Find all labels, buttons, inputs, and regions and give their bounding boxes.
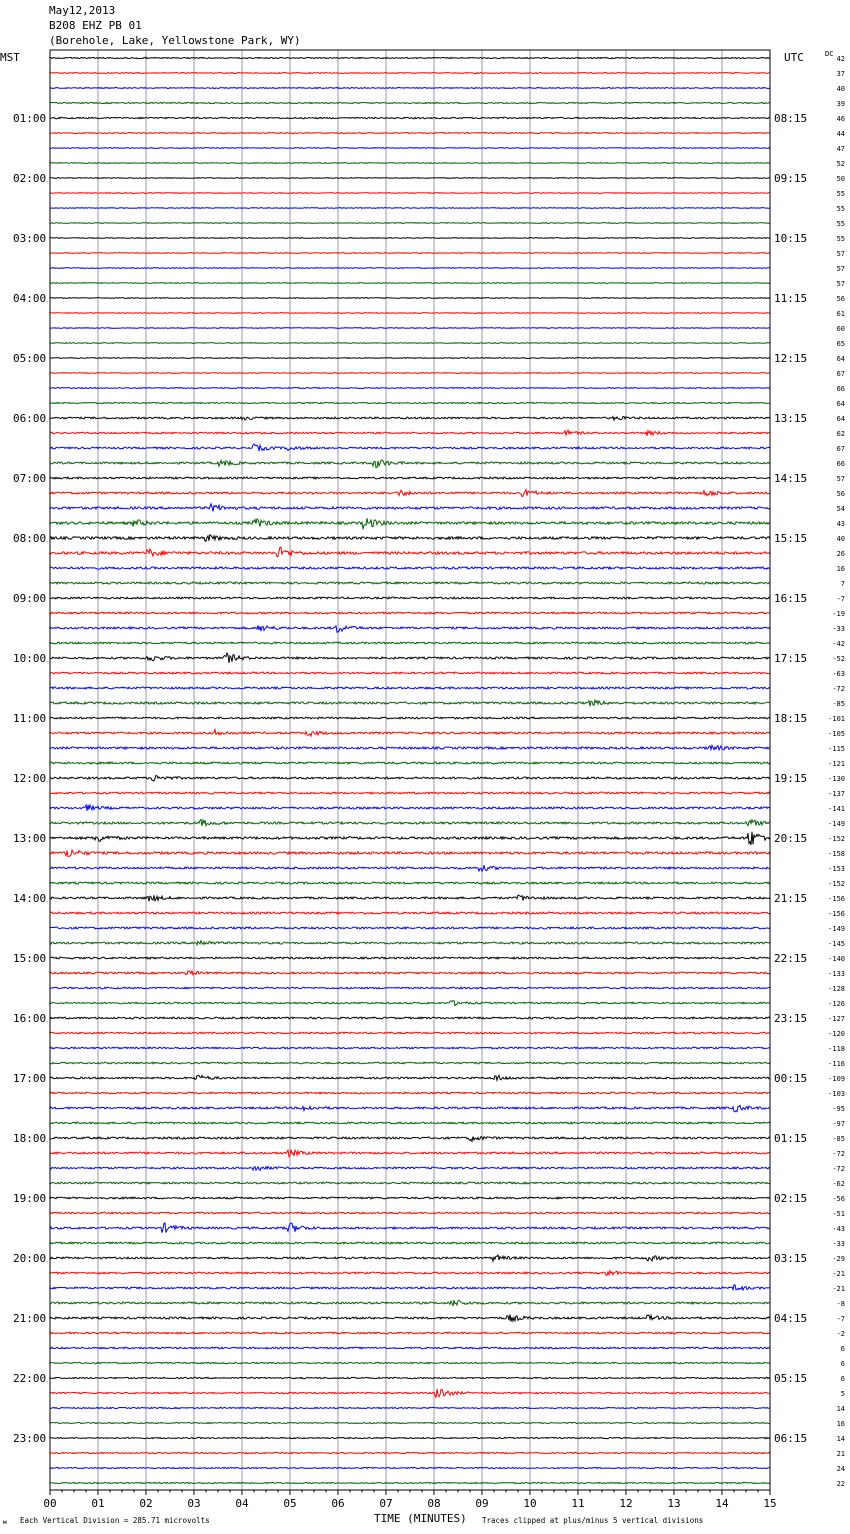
trace-row bbox=[50, 730, 770, 737]
trace-row bbox=[50, 792, 770, 794]
x-tick-label: 04 bbox=[235, 1497, 249, 1510]
trace-row bbox=[50, 567, 770, 569]
dc-offset-value: 46 bbox=[836, 115, 845, 123]
trace-row bbox=[50, 402, 770, 403]
dc-offset-labels bbox=[828, 55, 845, 1488]
dc-offset-value: 52 bbox=[836, 160, 845, 168]
dc-offset-value: -29 bbox=[832, 1255, 845, 1263]
trace-row bbox=[50, 477, 770, 479]
trace-row bbox=[50, 313, 770, 314]
hour-label-mst: 18:00 bbox=[13, 1132, 47, 1145]
dc-offset-value: 66 bbox=[836, 385, 845, 393]
dc-offset-value: -103 bbox=[828, 1090, 845, 1098]
x-tick-label: 15 bbox=[763, 1497, 777, 1510]
hour-label-mst: 02:00 bbox=[13, 172, 47, 185]
x-tick-label: 13 bbox=[667, 1497, 681, 1510]
hour-label-mst: 08:00 bbox=[13, 532, 47, 545]
hour-label-mst: 19:00 bbox=[13, 1192, 47, 1205]
dc-offset-value: -127 bbox=[828, 1015, 845, 1023]
trace-row bbox=[50, 163, 770, 164]
dc-offset-value: -153 bbox=[828, 865, 845, 873]
hour-label-utc: 13:15 bbox=[774, 412, 808, 425]
dc-offset-value: -158 bbox=[828, 850, 845, 858]
trace-row bbox=[50, 444, 770, 451]
trace-row bbox=[50, 626, 770, 633]
hour-label-mst: 12:00 bbox=[13, 772, 47, 785]
hour-label-utc: 00:15 bbox=[774, 1072, 808, 1085]
dc-offset-value: 67 bbox=[836, 370, 845, 378]
dc-offset-value: 43 bbox=[836, 520, 845, 528]
trace-row bbox=[50, 700, 770, 706]
trace-row bbox=[50, 653, 770, 663]
trace-row bbox=[50, 927, 770, 929]
trace-row bbox=[50, 88, 770, 89]
dc-offset-value: 21 bbox=[836, 1450, 845, 1458]
dc-offset-value: -128 bbox=[828, 985, 845, 993]
dc-offset-value: 42 bbox=[836, 55, 845, 63]
hour-label-mst: 15:00 bbox=[13, 952, 47, 965]
trace-row bbox=[50, 1062, 770, 1064]
trace-row bbox=[50, 1452, 770, 1453]
dc-offset-value: -21 bbox=[832, 1270, 845, 1278]
dc-offset-value: 16 bbox=[836, 1420, 845, 1428]
seismic-traces bbox=[50, 57, 770, 1483]
dc-offset-value: -118 bbox=[828, 1045, 845, 1053]
trace-row bbox=[50, 1377, 770, 1378]
x-tick-label: 03 bbox=[187, 1497, 201, 1510]
trace-row bbox=[50, 1212, 770, 1214]
trace-row bbox=[50, 238, 770, 239]
trace-row bbox=[50, 1032, 770, 1034]
dc-offset-value: -52 bbox=[832, 655, 845, 663]
dc-offset-value: 56 bbox=[836, 490, 845, 498]
dc-offset-value: 22 bbox=[836, 1480, 845, 1488]
x-tick-label: 08 bbox=[427, 1497, 441, 1510]
dc-offset-value: -56 bbox=[832, 1195, 845, 1203]
hour-label-utc: 09:15 bbox=[774, 172, 808, 185]
dc-offset-value: 56 bbox=[836, 295, 845, 303]
hour-label-mst: 16:00 bbox=[13, 1012, 47, 1025]
dc-offset-value: -101 bbox=[828, 715, 845, 723]
trace-row bbox=[50, 417, 770, 421]
dc-offset-value: -72 bbox=[832, 1150, 845, 1158]
dc-offset-value: -156 bbox=[828, 910, 845, 918]
trace-row bbox=[50, 1314, 770, 1321]
trace-row bbox=[50, 987, 770, 989]
hour-label-utc: 03:15 bbox=[774, 1252, 808, 1265]
trace-row bbox=[50, 430, 770, 436]
dc-offset-value: 55 bbox=[836, 190, 845, 198]
trace-row bbox=[50, 1075, 770, 1080]
dc-offset-value: 6 bbox=[840, 1375, 845, 1383]
dc-offset-value: 26 bbox=[836, 550, 845, 558]
dc-offset-value: -95 bbox=[832, 1105, 845, 1113]
trace-row bbox=[50, 328, 770, 329]
dc-offset-value: 64 bbox=[836, 355, 845, 363]
dc-offset-value: 65 bbox=[836, 340, 845, 348]
trace-row bbox=[50, 193, 770, 194]
trace-row bbox=[50, 1166, 770, 1170]
dc-offset-value: -97 bbox=[832, 1120, 845, 1128]
dc-offset-value: 54 bbox=[836, 505, 845, 513]
dc-offset-value: 47 bbox=[836, 145, 845, 153]
trace-row bbox=[50, 1332, 770, 1334]
dc-offset-value: 55 bbox=[836, 220, 845, 228]
trace-row bbox=[50, 518, 770, 529]
trace-row bbox=[50, 268, 770, 269]
hour-label-mst: 23:00 bbox=[13, 1432, 47, 1445]
hour-label-utc: 02:15 bbox=[774, 1192, 808, 1205]
hour-label-mst: 17:00 bbox=[13, 1072, 47, 1085]
trace-row bbox=[50, 832, 770, 845]
dc-offset-value: 66 bbox=[836, 460, 845, 468]
trace-row bbox=[50, 687, 770, 689]
hour-label-utc: 19:15 bbox=[774, 772, 808, 785]
dc-offset-value: 55 bbox=[836, 235, 845, 243]
x-tick-label: 12 bbox=[619, 1497, 633, 1510]
trace-row bbox=[50, 1300, 770, 1306]
trace-row bbox=[50, 865, 770, 871]
trace-row bbox=[50, 850, 770, 857]
hour-label-utc: 12:15 bbox=[774, 352, 808, 365]
dc-offset-value: -19 bbox=[832, 610, 845, 618]
dc-offset-value: 37 bbox=[836, 70, 845, 78]
dc-offset-value: -137 bbox=[828, 790, 845, 798]
right-time-labels bbox=[774, 112, 807, 1445]
trace-row bbox=[50, 762, 770, 764]
hour-label-utc: 16:15 bbox=[774, 592, 808, 605]
right-timezone-label: UTC bbox=[784, 51, 804, 64]
dc-offset-value: -62 bbox=[832, 1180, 845, 1188]
trace-row bbox=[50, 1242, 770, 1244]
trace-row bbox=[50, 373, 770, 374]
dc-offset-value: -33 bbox=[832, 1240, 845, 1248]
station-location: (Borehole, Lake, Yellowstone Park, WY) bbox=[49, 34, 301, 47]
trace-row bbox=[50, 490, 770, 497]
trace-row bbox=[50, 358, 770, 359]
dc-offset-value: -152 bbox=[828, 880, 845, 888]
dc-offset-value: 40 bbox=[836, 535, 845, 543]
dc-offset-value: -130 bbox=[828, 775, 845, 783]
trace-row bbox=[50, 535, 770, 542]
hour-label-utc: 05:15 bbox=[774, 1372, 808, 1385]
scale-note: Each Vertical Division = 285.71 microvolts bbox=[20, 1516, 210, 1525]
dc-offset-value: -7 bbox=[836, 595, 845, 603]
dc-offset-value: 16 bbox=[836, 565, 845, 573]
dc-offset-value: -7 bbox=[836, 1315, 845, 1323]
trace-row bbox=[50, 504, 770, 512]
dc-offset-value: 39 bbox=[836, 100, 845, 108]
dc-offset-value: -149 bbox=[828, 820, 845, 828]
hour-label-utc: 10:15 bbox=[774, 232, 808, 245]
trace-row bbox=[50, 1285, 770, 1290]
dc-offset-value: -2 bbox=[836, 1330, 845, 1338]
dc-offset-value: -140 bbox=[828, 955, 845, 963]
trace-row bbox=[50, 1271, 770, 1276]
hour-label-mst: 22:00 bbox=[13, 1372, 47, 1385]
trace-row bbox=[50, 597, 770, 599]
trace-row bbox=[50, 1150, 770, 1157]
dc-offset-value: 14 bbox=[836, 1435, 845, 1443]
trace-row bbox=[50, 1122, 770, 1124]
x-tick-label: 01 bbox=[91, 1497, 105, 1510]
trace-row bbox=[50, 1001, 770, 1006]
trace-row bbox=[50, 208, 770, 209]
hour-label-utc: 20:15 bbox=[774, 832, 808, 845]
hour-label-mst: 01:00 bbox=[13, 112, 47, 125]
x-tick-label: 02 bbox=[139, 1497, 153, 1510]
dc-offset-value: -33 bbox=[832, 625, 845, 633]
trace-row bbox=[50, 895, 770, 901]
dc-offset-value: 5 bbox=[840, 1390, 845, 1398]
dc-offset-value: -126 bbox=[828, 1000, 845, 1008]
trace-row bbox=[50, 941, 770, 945]
trace-row bbox=[50, 148, 770, 149]
trace-row bbox=[50, 253, 770, 254]
trace-row bbox=[50, 1255, 770, 1261]
trace-row bbox=[50, 1197, 770, 1199]
hour-label-utc: 11:15 bbox=[774, 292, 808, 305]
hour-label-mst: 03:00 bbox=[13, 232, 47, 245]
trace-row bbox=[50, 1407, 770, 1408]
x-tick-label: 00 bbox=[43, 1497, 57, 1510]
x-tick-label: 14 bbox=[715, 1497, 729, 1510]
hour-label-mst: 09:00 bbox=[13, 592, 47, 605]
dc-offset-value: 7 bbox=[840, 580, 845, 588]
dc-offset-value: 55 bbox=[836, 205, 845, 213]
hour-label-mst: 04:00 bbox=[13, 292, 47, 305]
dc-offset-value: -51 bbox=[832, 1210, 845, 1218]
helicorder-date: May12,2013 bbox=[49, 4, 116, 17]
dc-offset-value: 50 bbox=[836, 175, 845, 183]
trace-row bbox=[50, 298, 770, 299]
trace-row bbox=[50, 1422, 770, 1423]
trace-row bbox=[50, 820, 770, 826]
x-axis-ticks bbox=[43, 1490, 776, 1510]
dc-offset-value: 40 bbox=[836, 85, 845, 93]
trace-row bbox=[50, 776, 770, 782]
hour-label-mst: 21:00 bbox=[13, 1312, 47, 1325]
trace-row bbox=[50, 178, 770, 179]
hour-label-mst: 06:00 bbox=[13, 412, 47, 425]
corner-mark: м bbox=[3, 1519, 7, 1526]
dc-offset-value: 61 bbox=[836, 310, 845, 318]
left-timezone-label: MST bbox=[0, 51, 20, 64]
trace-row bbox=[50, 1223, 770, 1233]
trace-row bbox=[50, 1137, 770, 1142]
trace-row bbox=[50, 1347, 770, 1349]
trace-row bbox=[50, 672, 770, 674]
hour-label-utc: 01:15 bbox=[774, 1132, 808, 1145]
dc-offset-value: -145 bbox=[828, 940, 845, 948]
trace-row bbox=[50, 957, 770, 959]
hour-label-utc: 22:15 bbox=[774, 952, 808, 965]
trace-row bbox=[50, 1106, 770, 1112]
dc-offset-value: 64 bbox=[836, 400, 845, 408]
dc-offset-value: 6 bbox=[840, 1360, 845, 1368]
trace-row bbox=[50, 612, 770, 614]
trace-row bbox=[50, 717, 770, 719]
hour-label-utc: 04:15 bbox=[774, 1312, 808, 1325]
dc-offset-value: -116 bbox=[828, 1060, 845, 1068]
hour-label-mst: 11:00 bbox=[13, 712, 47, 725]
trace-row bbox=[50, 805, 770, 811]
trace-row bbox=[50, 73, 770, 74]
hour-label-utc: 17:15 bbox=[774, 652, 808, 665]
dc-offset-value: -109 bbox=[828, 1075, 845, 1083]
dc-offset-value: -72 bbox=[832, 685, 845, 693]
dc-offset-value: 57 bbox=[836, 475, 845, 483]
dc-offset-value: 57 bbox=[836, 250, 845, 258]
trace-row bbox=[50, 283, 770, 284]
dc-offset-value: 6 bbox=[840, 1345, 845, 1353]
hour-label-mst: 05:00 bbox=[13, 352, 47, 365]
trace-row bbox=[50, 1017, 770, 1019]
left-time-labels bbox=[13, 112, 46, 1445]
trace-row bbox=[50, 971, 770, 975]
trace-row bbox=[50, 223, 770, 224]
trace-row bbox=[50, 1092, 770, 1094]
dc-offset-value: -152 bbox=[828, 835, 845, 843]
dc-offset-value: -63 bbox=[832, 670, 845, 678]
dc-offset-value: 44 bbox=[836, 130, 845, 138]
dc-offset-value: -43 bbox=[832, 1225, 845, 1233]
trace-row bbox=[50, 882, 770, 884]
trace-row bbox=[50, 343, 770, 344]
trace-row bbox=[50, 1362, 770, 1363]
dc-offset-value: -42 bbox=[832, 640, 845, 648]
x-tick-label: 07 bbox=[379, 1497, 393, 1510]
dc-offset-value: -8 bbox=[836, 1300, 845, 1308]
x-tick-label: 11 bbox=[571, 1497, 585, 1510]
hour-label-utc: 06:15 bbox=[774, 1432, 808, 1445]
trace-row bbox=[50, 1437, 770, 1438]
x-tick-label: 05 bbox=[283, 1497, 297, 1510]
trace-row bbox=[50, 1182, 770, 1184]
trace-row bbox=[50, 1482, 770, 1483]
trace-row bbox=[50, 642, 770, 644]
hour-label-mst: 14:00 bbox=[13, 892, 47, 905]
hour-label-utc: 21:15 bbox=[774, 892, 808, 905]
trace-row bbox=[50, 1467, 770, 1468]
dc-offset-value: -85 bbox=[832, 700, 845, 708]
dc-offset-value: -120 bbox=[828, 1030, 845, 1038]
dc-offset-value: 57 bbox=[836, 265, 845, 273]
hour-label-mst: 13:00 bbox=[13, 832, 47, 845]
dc-offset-value: -115 bbox=[828, 745, 845, 753]
trace-row bbox=[50, 117, 770, 118]
x-tick-label: 10 bbox=[523, 1497, 537, 1510]
trace-row bbox=[50, 1389, 770, 1398]
dc-offset-value: 62 bbox=[836, 430, 845, 438]
dc-offset-value: -149 bbox=[828, 925, 845, 933]
dc-offset-value: -105 bbox=[828, 730, 845, 738]
hour-label-utc: 23:15 bbox=[774, 1012, 808, 1025]
dc-offset-value: 67 bbox=[836, 445, 845, 453]
x-tick-label: 09 bbox=[475, 1497, 489, 1510]
dc-offset-value: -72 bbox=[832, 1165, 845, 1173]
hour-label-mst: 07:00 bbox=[13, 472, 47, 485]
x-axis-title: TIME (MINUTES) bbox=[374, 1512, 467, 1525]
trace-row bbox=[50, 460, 770, 468]
dc-offset-value: 14 bbox=[836, 1405, 845, 1413]
dc-offset-value: 64 bbox=[836, 415, 845, 423]
dc-offset-value: -121 bbox=[828, 760, 845, 768]
hour-label-utc: 08:15 bbox=[774, 112, 808, 125]
dc-offset-value: -133 bbox=[828, 970, 845, 978]
dc-offset-value: -85 bbox=[832, 1135, 845, 1143]
trace-row bbox=[50, 582, 770, 584]
trace-row bbox=[50, 912, 770, 914]
trace-row bbox=[50, 388, 770, 389]
trace-row bbox=[50, 547, 770, 557]
clip-note: Traces clipped at plus/minus 5 vertical divisions bbox=[482, 1516, 704, 1525]
dc-header-label: DC bbox=[825, 50, 834, 58]
hour-label-mst: 20:00 bbox=[13, 1252, 47, 1265]
trace-row bbox=[50, 102, 770, 103]
dc-offset-value: -141 bbox=[828, 805, 845, 813]
trace-row bbox=[50, 57, 770, 58]
dc-offset-value: 57 bbox=[836, 280, 845, 288]
trace-row bbox=[50, 1047, 770, 1049]
dc-offset-value: 24 bbox=[836, 1465, 845, 1473]
trace-row bbox=[50, 133, 770, 134]
hour-label-mst: 10:00 bbox=[13, 652, 47, 665]
hour-label-utc: 15:15 bbox=[774, 532, 808, 545]
station-code: B208 EHZ PB 01 bbox=[49, 19, 142, 32]
x-tick-label: 06 bbox=[331, 1497, 345, 1510]
dc-offset-value: 60 bbox=[836, 325, 845, 333]
hour-label-utc: 14:15 bbox=[774, 472, 808, 485]
hour-label-utc: 18:15 bbox=[774, 712, 808, 725]
dc-offset-value: -21 bbox=[832, 1285, 845, 1293]
dc-offset-value: -156 bbox=[828, 895, 845, 903]
trace-row bbox=[50, 745, 770, 750]
